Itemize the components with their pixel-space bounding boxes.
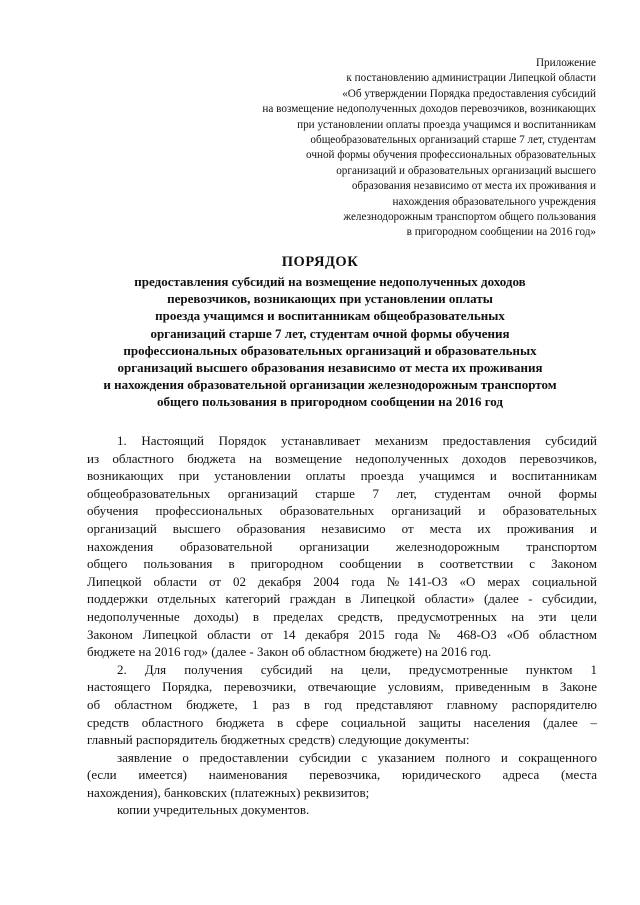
subtitle-line: организаций высшего образования независимо от места их проживания	[117, 360, 543, 376]
body-line: общего пользования в пригородном сообщении в соответствии с Законом	[87, 556, 597, 572]
body-line: копии учредительных документов.	[117, 802, 310, 818]
appendix-line: очной формы обучения профессиональных образовательных	[306, 149, 596, 162]
appendix-header	[156, 56, 596, 241]
body-line: Законом Липецкой области от 14 декабря 2015 года № 468-ОЗ «Об областном	[87, 626, 597, 642]
body-line: общеобразовательных организаций старше 7 лет, студентам очной формы	[87, 485, 597, 501]
subtitle-line: организаций старше 7 лет, студентам очной формы обучения	[150, 325, 510, 341]
body-line: 2. Для получения субсидий на цели, предусмотренные пунктом 1	[117, 661, 597, 677]
body-line: заявление о предоставлении субсидии с указанием полного и сокращенного	[117, 749, 597, 765]
body-line: организаций высшего образования независимо от места их проживания и	[87, 520, 597, 536]
body-line: Липецкой области от 02 декабря 2004 года №141-ОЗ «О мерах социальной	[87, 573, 597, 589]
body-line: 1. Настоящий Порядок устанавливает механизм предоставления субсидий	[117, 433, 597, 448]
body-line: об областном бюджете, 1 раз в год представляют главному распорядителю	[87, 696, 597, 712]
document-title: ПОРЯДОК	[281, 254, 359, 270]
document-subtitle	[40, 273, 620, 411]
appendix-line: в пригородном сообщении на 2016 год»	[406, 226, 596, 239]
appendix-line: организаций и образовательных организаций высшего	[336, 164, 596, 177]
body-line: из областного бюджета на возмещение недополученных доходов перевозчиков,	[87, 450, 597, 466]
body-line: нахождения), банковских (платежных) реквизитов;	[87, 784, 370, 800]
subtitle-line: и нахождения образовательной организации железнодорожным транспортом	[103, 377, 557, 393]
body-line: поддержки отдельных категорий граждан в Липецкой области» (далее - субсидии,	[87, 591, 597, 607]
subtitle-line: общего пользования в пригородном сообщении на 2016 год	[156, 394, 504, 410]
body-line: средств областного бюджета в сфере социальной защиты населения (далее –	[87, 714, 597, 730]
document-body	[87, 432, 597, 819]
body-line: нахождения образовательной организации железнодорожным транспортом	[87, 538, 597, 554]
appendix-line: образования независимо от места их проживания и	[351, 180, 596, 193]
appendix-line: к постановлению администрации Липецкой области	[346, 72, 596, 85]
appendix-line: «Об утверждении Порядка предоставления субсидий	[342, 87, 596, 100]
subtitle-line: профессиональных образовательных организаций и образовательных	[123, 342, 537, 358]
body-line: обучения профессиональных образовательных организаций и образовательных	[87, 503, 597, 519]
appendix-line: общеобразовательных организаций старше 7 лет, студентам	[310, 134, 596, 147]
body-line: возникающих при установлении оплаты проезда учащимся и воспитанникам	[87, 468, 597, 484]
subtitle-line: предоставления субсидий на возмещение недополученных доходов	[134, 274, 526, 289]
appendix-line: нахождения образовательного учреждения	[392, 195, 596, 208]
appendix-line: железнодорожным транспортом общего пользования	[343, 211, 596, 224]
subtitle-line: проезда учащимся и воспитанникам общеобразовательных	[155, 308, 505, 324]
body-line: бюджете на 2016 год» (далее - Закон об областном бюджете) на 2016 год.	[87, 644, 492, 660]
body-line: (если имеется) наименования перевозчика, юридического адреса (места	[87, 767, 597, 783]
body-line: недополученные доходы) в пределах средств, предусмотренных на эти цели	[87, 608, 597, 624]
body-line: настоящего Порядка, перевозчики, отвечающие условиям, приведенным в Законе	[87, 679, 597, 695]
subtitle-line: перевозчиков, возникающих при установлении оплаты	[167, 291, 493, 307]
appendix-line: на возмещение недополученных доходов перевозчиков, возникающих	[262, 103, 596, 116]
appendix-line: при установлении оплаты проезда учащимся и воспитанникам	[297, 118, 596, 131]
body-line: главный распорядитель бюджетных средств) следующие документы:	[87, 732, 470, 748]
appendix-line: Приложение	[535, 57, 596, 69]
